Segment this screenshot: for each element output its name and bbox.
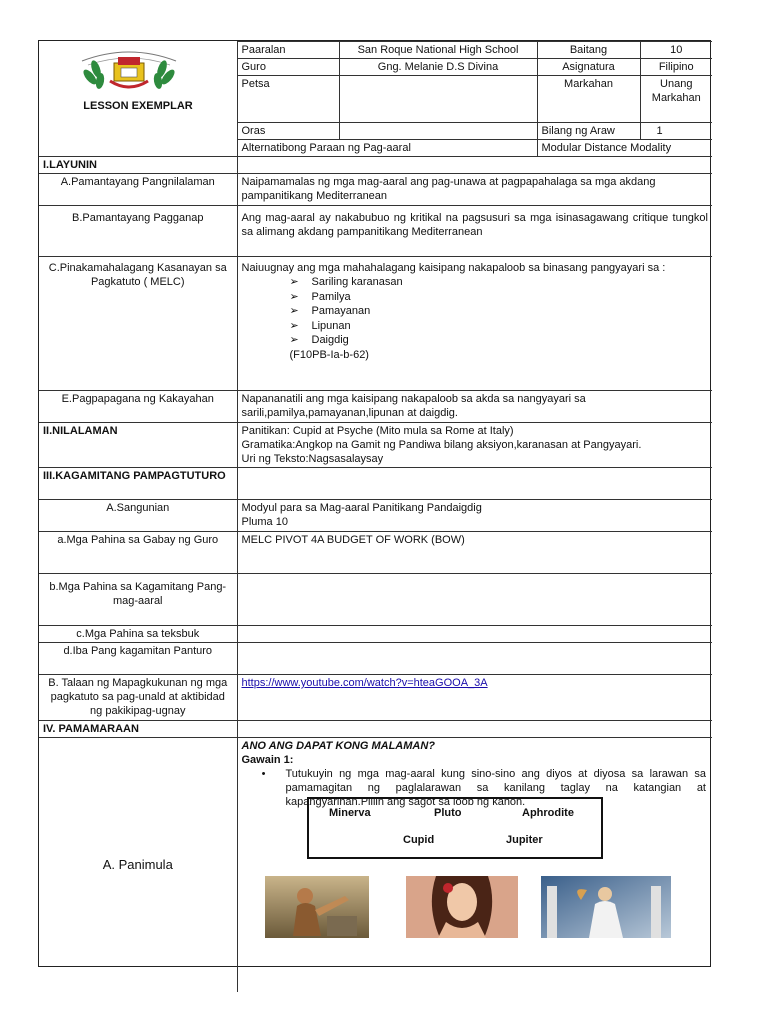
alternatibo-label: Alternatibong Paraan ng Pag-aaral bbox=[237, 140, 537, 157]
school-logo bbox=[74, 47, 184, 93]
arrow-bullet-icon: ➢ bbox=[289, 319, 299, 332]
list-item bbox=[290, 319, 709, 334]
gawain-instruction: Tutukuyin ng mga mag-aaral kung sino-sino ang diyos at diyosa sa larawan sa pamamagitan ng paglalarawan sa kanilang taglay na katangian at kapangyarihan.Piliin ang sagot sa loob ng kahon. bbox=[285, 768, 706, 808]
list-item-text: Pamilya bbox=[311, 290, 351, 303]
melc-code: (F10PB-Ia-b-62) bbox=[289, 348, 369, 361]
arrow-bullet-icon: ➢ bbox=[289, 305, 299, 317]
pangnilalaman-label: A.Pamantayang Pangnilalaman bbox=[39, 174, 237, 206]
gabay-value: MELC PIVOT 4A BUDGET OF WORK (BOW) bbox=[237, 532, 712, 574]
pagganap-label: B.Pamantayang Pagganap bbox=[39, 206, 237, 257]
nilalaman-teksto: Uri ng Teksto:Nagsasalaysay bbox=[241, 453, 384, 465]
oras-value bbox=[339, 123, 537, 140]
kagamitang-mag-aaral-value bbox=[237, 574, 712, 626]
asignatura-value: Filipino bbox=[640, 59, 712, 76]
talaan-cell bbox=[237, 675, 712, 721]
panimula-question: ANO ANG DAPAT KONG MALAMAN? bbox=[241, 740, 435, 752]
list-item bbox=[290, 290, 709, 305]
pamamaraan-heading: IV. PAMAMARAAN bbox=[39, 721, 237, 738]
kakayahan-value: Napananatili ang mga kaisipang nakapaloob sa akda sa nangyayari sa sarili,pamilya,pamayanan,lipunan at daigdig. bbox=[237, 391, 712, 423]
nilalaman-heading: II.NILALAMAN bbox=[39, 423, 237, 468]
melc-list bbox=[242, 275, 709, 348]
lesson-exemplar-title: LESSON EXEMPLAR bbox=[83, 100, 193, 112]
pagganap-value: Ang mag-aaral ay nakabubuo ng kritikal na pagsusuri sa mga isinasagawang critique tungkol sa alimang akdang pampanitikang Mediterranean bbox=[237, 206, 712, 257]
list-item-text: Daigdig bbox=[311, 334, 349, 346]
petsa-value bbox=[339, 76, 537, 123]
teksbuk-value bbox=[237, 626, 712, 643]
choice-jupiter: Jupiter bbox=[506, 834, 543, 846]
sangunian-cell bbox=[237, 500, 712, 532]
petsa-label: Petsa bbox=[237, 76, 339, 123]
bilang-value: 1 bbox=[640, 123, 712, 140]
baitang-value: 10 bbox=[640, 42, 712, 59]
youtube-link[interactable]: https://www.youtube.com/watch?v=hteaGOOA_3A bbox=[241, 677, 488, 689]
gawain-title: Gawain 1: bbox=[241, 754, 294, 766]
choice-pluto: Pluto bbox=[434, 807, 462, 819]
sangunian-label: A.Sangunian bbox=[39, 500, 237, 532]
arrow-bullet-icon: ➢ bbox=[289, 290, 299, 303]
kagamitan-empty bbox=[237, 468, 712, 500]
layunin-empty bbox=[237, 157, 712, 174]
iba-pang-kagamitan-label: d.Iba Pang kagamitan Panturo bbox=[39, 643, 237, 675]
baitang-label: Baitang bbox=[537, 42, 640, 59]
panimula-cell bbox=[237, 738, 712, 993]
choice-cupid: Cupid bbox=[403, 834, 435, 846]
melc-intro: Naiuugnay ang mga mahahalagang kaisipang nakapaloob sa binasang pangyayari sa : bbox=[241, 262, 666, 274]
god-image-2 bbox=[541, 876, 671, 938]
sangunian-pluma: Pluma 10 bbox=[241, 516, 288, 528]
list-item bbox=[290, 304, 709, 319]
goddess-image bbox=[406, 876, 518, 938]
guro-value: Gng. Melanie D.S Divina bbox=[339, 59, 537, 76]
list-item-text: Sariling karanasan bbox=[311, 276, 403, 288]
talaan-label: B. Talaan ng Mapagkukunan ng mga pagkatuto sa pag-unald at aktibidad ng pakikipag-ugnay bbox=[39, 675, 237, 721]
list-item-text: Lipunan bbox=[311, 319, 351, 332]
bilang-label: Bilang ng Araw bbox=[537, 123, 640, 140]
kagamitan-heading: III.KAGAMITANG PAMPAGTUTURO bbox=[39, 468, 237, 500]
teksbuk-label: c.Mga Pahina sa teksbuk bbox=[39, 626, 237, 643]
melc-label: C.Pinakamahalagang Kasanayan sa Pagkatuto ( MELC) bbox=[39, 257, 237, 391]
pamamaraan-empty bbox=[237, 721, 712, 738]
markahan-label: Markahan bbox=[537, 76, 640, 123]
gabay-label: a.Mga Pahina sa Gabay ng Guro bbox=[39, 532, 237, 574]
guro-label: Guro bbox=[237, 59, 339, 76]
list-item bbox=[290, 333, 709, 348]
alternatibo-value: Modular Distance Modality bbox=[537, 140, 712, 157]
bullet-icon: • bbox=[261, 768, 266, 780]
list-item-text: Pamayanan bbox=[311, 305, 371, 317]
sangunian-modyul: Modyul para sa Mag-aaral Panitikang Pandaigdig bbox=[241, 502, 482, 514]
arrow-bullet-icon: ➢ bbox=[289, 334, 299, 346]
asignatura-label: Asignatura bbox=[537, 59, 640, 76]
choices-box bbox=[307, 797, 603, 859]
melc-cell bbox=[237, 257, 712, 391]
nilalaman-cell bbox=[237, 423, 712, 468]
panimula-label: A. Panimula bbox=[39, 738, 237, 993]
list-item bbox=[290, 275, 709, 290]
choice-minerva: Minerva bbox=[329, 807, 371, 819]
god-image-1 bbox=[265, 876, 369, 938]
kagamitang-mag-aaral-label: b.Mga Pahina sa Kagamitang Pang-mag-aaral bbox=[39, 574, 237, 626]
paaralan-label: Paaralan bbox=[237, 42, 339, 59]
paaralan-value: San Roque National High School bbox=[339, 42, 537, 59]
markahan-value: Unang Markahan bbox=[640, 76, 712, 123]
nilalaman-panitikan: Panitikan: Cupid at Psyche (Mito mula sa Rome at Italy) bbox=[241, 425, 514, 437]
iba-pang-kagamitan-value bbox=[237, 643, 712, 675]
layunin-heading: I.LAYUNIN bbox=[39, 157, 237, 174]
choice-aphrodite: Aphrodite bbox=[522, 807, 574, 819]
nilalaman-gramatika: Gramatika:Angkop na Gamit ng Pandiwa bilang aksiyon,karanasan at Pangyayari. bbox=[241, 439, 642, 451]
oras-label: Oras bbox=[237, 123, 339, 140]
kakayahan-label: E.Pagpapagana ng Kakayahan bbox=[39, 391, 237, 423]
arrow-bullet-icon: ➢ bbox=[289, 276, 299, 288]
pangnilalaman-value: Naipamamalas ng mga mag-aaral ang pag-unawa at pagpapahalaga sa mga akdang pampanitikang Mediterranean bbox=[237, 174, 712, 206]
